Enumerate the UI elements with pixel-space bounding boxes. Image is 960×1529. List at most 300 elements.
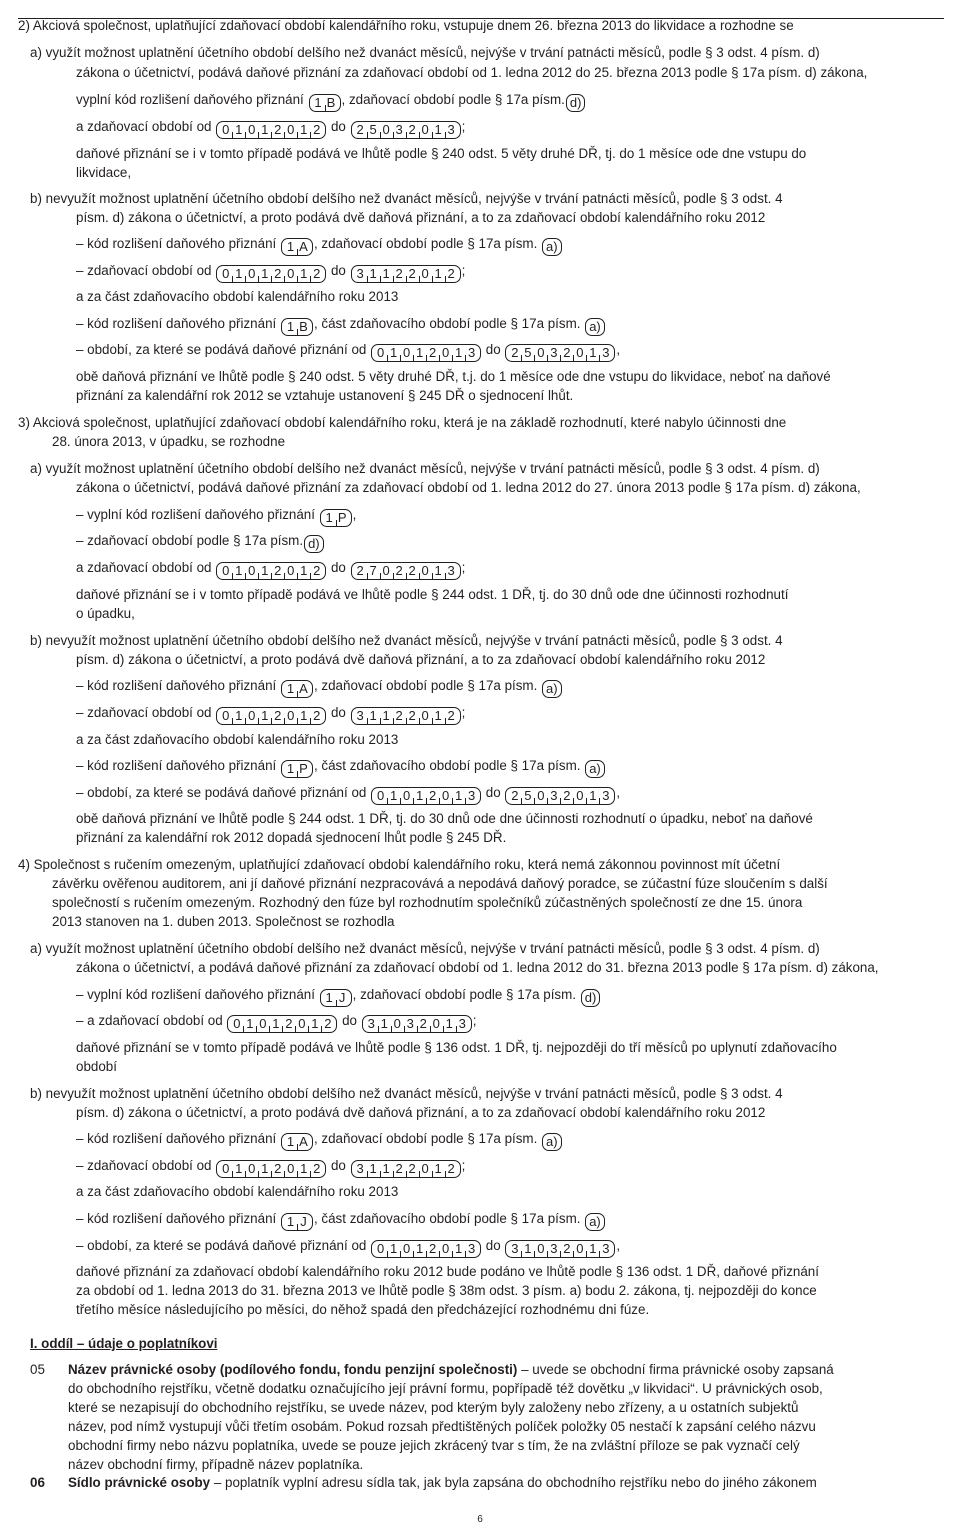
text-segment: zákona o účetnictví, a podává daňové přiznání za zdaňovací období od 1. ledna 2012 do 31. března 2013 podle § 17a písm. d) zákona, xyxy=(76,960,879,975)
text-segment: písm. d) zákona o účetnictví, a proto podává dvě daňová přiznání, a to za zdaňovací období kalendářního roku 2012 xyxy=(76,1105,766,1120)
text-line xyxy=(18,414,786,431)
code-cell: 2 xyxy=(560,345,573,361)
code-field xyxy=(371,1240,481,1258)
text-line xyxy=(68,1418,816,1435)
code-field xyxy=(281,238,313,256)
code-cell: 1 xyxy=(432,266,445,282)
text-segment: 2013 stanoven na 1. duben 2013. Společnost se rozhodla xyxy=(52,914,395,929)
code-field xyxy=(585,760,605,778)
code-field xyxy=(304,535,324,553)
code-cell: 0 xyxy=(419,266,432,282)
code-field xyxy=(351,121,461,139)
text-line xyxy=(76,387,573,404)
code-cell: 2 xyxy=(560,788,573,804)
text-segment: a zdaňovací období od xyxy=(76,119,216,134)
code-cell: 3 xyxy=(356,1161,364,1176)
text-line xyxy=(76,1104,765,1121)
code-cell: 2 xyxy=(406,122,419,138)
text-line xyxy=(76,1130,563,1151)
text-segment: a za část zdaňovacího období kalendářního roku 2013 xyxy=(76,1184,399,1199)
code-field xyxy=(281,318,313,336)
code-cell: 1 xyxy=(586,345,599,361)
code-field xyxy=(281,1133,313,1151)
code-cell: 0 xyxy=(284,122,297,138)
text-segment: obě daňová přiznání ve lhůtě podle § 240 odst. 5 věty druhé DŘ, t.j. do 1 měsíce ode dne vstupu do likvidace, neboť na daňové xyxy=(76,369,831,384)
text-segment: , zdaňovací období podle § 17a písm. xyxy=(352,987,580,1002)
code-cell: 0 xyxy=(284,563,297,579)
code-field xyxy=(281,760,313,778)
text-segment: , část zdaňovacího období podle § 17a písm. xyxy=(313,316,585,331)
text-segment: vyplní kód rozlišení daňového přiznání xyxy=(76,92,308,107)
code-field xyxy=(542,1133,562,1151)
text-segment: do xyxy=(327,1158,350,1173)
text-segment: ; xyxy=(461,1158,466,1173)
text-segment: a za část zdaňovacího období kalendářního roku 2013 xyxy=(76,732,399,747)
text-segment: b) nevyužít možnost uplatnění účetního období delšího než dvanáct měsíců, nejvýše v trvání patnácti měsíců, podle § 3 odst. 4 xyxy=(30,191,783,206)
text-line xyxy=(76,1282,817,1299)
text-line xyxy=(76,605,135,622)
code-cell: 0 xyxy=(439,345,452,361)
code-cell: 2 xyxy=(310,122,323,138)
code-cell: 1 xyxy=(413,788,426,804)
code-cell: 5 xyxy=(521,345,534,361)
text-line xyxy=(76,1012,476,1033)
code-cell: 1 xyxy=(432,708,445,724)
code-cell: A xyxy=(297,1134,310,1150)
code-field xyxy=(566,94,586,112)
code-cell: J xyxy=(297,1214,310,1230)
text-segment: za období od 1. ledna 2013 do 31. března 2013 ve lhůtě podle § 38m odst. 3 písm. a) bodu 2. zákona, tj. nejpozději do konce xyxy=(76,1283,817,1298)
code-cell: 1 xyxy=(586,1241,599,1257)
code-cell: 0 xyxy=(376,1241,385,1256)
code-field xyxy=(351,562,461,580)
code-cell: 1 xyxy=(432,122,445,138)
code-cell: 1 xyxy=(367,266,380,282)
code-cell: 0 xyxy=(295,1016,308,1032)
text-segment: , zdaňovací období podle § 17a písm. xyxy=(341,92,565,107)
code-cell: 0 xyxy=(400,1241,413,1257)
text-line xyxy=(76,704,465,725)
text-line xyxy=(30,460,820,477)
text-segment: třetího měsíce následujícího po měsíci, do něhož spadá den předcházející rozhodnému dni fúze. xyxy=(76,1302,650,1317)
code-cell: 2 xyxy=(417,1016,430,1032)
code-cell: P xyxy=(297,761,310,777)
text-segment: do xyxy=(327,119,350,134)
text-segment: do obchodního rejstříku, včetně dodatku označujícího její právní formu, popřípadě též dovětku „v likvidaci“. U právnických osob, xyxy=(68,1381,823,1396)
text-line xyxy=(76,506,356,527)
text-line xyxy=(76,341,620,362)
code-cell: 3 xyxy=(511,1241,519,1256)
code-cell: 1 xyxy=(232,708,245,724)
code-cell: 1 xyxy=(232,563,245,579)
code-cell: 0 xyxy=(245,708,258,724)
code-cell: 3 xyxy=(445,122,458,138)
code-cell: 1 xyxy=(308,1016,321,1032)
text-line xyxy=(76,784,620,805)
code-cell: A xyxy=(297,681,310,697)
text-segment: , zdaňovací období podle § 17a písm. xyxy=(313,1131,542,1146)
text-segment: – kód rozlišení daňového přiznání xyxy=(76,758,280,773)
text-segment: b) nevyužít možnost uplatnění účetního období delšího než dvanáct měsíců, nejvýše v trvání patnácti měsíců, podle § 3 odst. 4 xyxy=(30,1086,783,1101)
text-segment: 2) Akciová společnost, uplatňující zdaňovací období kalendářního roku, vstupuje dnem 26. března 2013 do likvidace a rozhodne se xyxy=(18,18,794,33)
text-line xyxy=(76,532,325,553)
code-cell: 3 xyxy=(445,563,458,579)
code-cell: 3 xyxy=(356,708,364,723)
text-segment: přiznání za kalendářní rok 2012 dopadá sjednocení lhůt podle § 245 DŘ. xyxy=(76,830,507,845)
code-cell: 2 xyxy=(321,1016,334,1032)
code-cell: 2 xyxy=(356,122,364,137)
text-line xyxy=(76,368,831,385)
code-field xyxy=(281,680,313,698)
code-cell: 1 xyxy=(232,122,245,138)
code-cell: 1 xyxy=(387,788,400,804)
text-segment: do xyxy=(327,263,350,278)
code-field xyxy=(351,707,461,725)
code-field xyxy=(320,989,352,1007)
code-field xyxy=(351,265,461,283)
text-segment: – kód rozlišení daňového přiznání xyxy=(76,678,280,693)
text-segment: daňové přiznání se i v tomto případě podává ve lhůtě podle § 244 odst. 1 DŘ, tj. do 30 dnů ode dne účinnosti rozhodnutí xyxy=(76,587,789,602)
text-line xyxy=(76,959,879,976)
code-field xyxy=(227,1015,337,1033)
text-segment: , část zdaňovacího období podle § 17a písm. xyxy=(313,1211,585,1226)
code-cell: 3 xyxy=(404,1016,417,1032)
text-segment: – zdaňovací období podle § 17a písm. xyxy=(76,533,304,548)
code-cell: 0 xyxy=(400,788,413,804)
text-line xyxy=(76,479,861,496)
text-segment: , část zdaňovacího období podle § 17a písm. xyxy=(313,758,585,773)
code-cell: 2 xyxy=(282,1016,295,1032)
text-segment: do xyxy=(327,705,350,720)
code-field xyxy=(505,787,615,805)
code-field xyxy=(505,344,615,362)
code-cell: 1 xyxy=(258,266,271,282)
code-cell: 0 xyxy=(419,563,432,579)
code-cell: 0 xyxy=(400,345,413,361)
code-cell: 3 xyxy=(599,345,612,361)
text-segment: ; xyxy=(461,705,466,720)
code-cell: 2 xyxy=(310,563,323,579)
code-cell: 0 xyxy=(439,1241,452,1257)
code-cell: 0 xyxy=(245,1161,258,1177)
code-cell: 0 xyxy=(534,788,547,804)
code-cell: 2 xyxy=(356,563,364,578)
code-cell: 0 xyxy=(534,1241,547,1257)
code-field xyxy=(505,1240,615,1258)
code-cell: 2 xyxy=(511,788,519,803)
code-cell: 0 xyxy=(419,122,432,138)
code-cell: 0 xyxy=(573,788,586,804)
code-cell: 2 xyxy=(393,708,406,724)
text-line xyxy=(52,875,828,892)
code-cell: 2 xyxy=(271,266,284,282)
page-number: 6 xyxy=(477,1514,483,1525)
text-segment: , zdaňovací období podle § 17a písm. xyxy=(313,678,542,693)
text-line xyxy=(76,651,765,668)
text-line xyxy=(68,1399,798,1416)
code-cell: 1 xyxy=(297,563,310,579)
code-cell: 1 xyxy=(380,1161,393,1177)
code-cell: 1 xyxy=(413,1241,426,1257)
code-cell: 2 xyxy=(271,708,284,724)
code-field xyxy=(585,1213,605,1231)
text-line xyxy=(76,829,506,846)
code-cell: 2 xyxy=(445,708,458,724)
code-cell: 1 xyxy=(286,1134,295,1149)
code-cell: 3 xyxy=(465,345,478,361)
code-field xyxy=(216,562,326,580)
code-cell: 0 xyxy=(284,266,297,282)
code-cell: 1 xyxy=(443,1016,456,1032)
code-cell: 2 xyxy=(271,122,284,138)
code-cell: 2 xyxy=(393,266,406,282)
code-cell: 1 xyxy=(258,563,271,579)
code-cell: 1 xyxy=(258,1161,271,1177)
code-cell: 3 xyxy=(599,1241,612,1257)
code-cell: 3 xyxy=(465,1241,478,1257)
text-line xyxy=(30,1361,45,1378)
text-segment: – zdaňovací období od xyxy=(76,705,216,720)
code-cell: 0 xyxy=(439,788,452,804)
code-cell: 2 xyxy=(393,1161,406,1177)
text-segment: do xyxy=(482,1238,505,1253)
code-field xyxy=(216,121,326,139)
text-line xyxy=(76,91,586,112)
code-cell: 7 xyxy=(367,563,380,579)
code-cell: 3 xyxy=(356,266,364,281)
code-cell: 0 xyxy=(284,708,297,724)
code-cell: 1 xyxy=(297,122,310,138)
text-line xyxy=(76,1058,117,1075)
text-segment: období xyxy=(76,1059,117,1074)
text-line xyxy=(76,810,813,827)
code-cell: 3 xyxy=(547,1241,560,1257)
text-segment: ; xyxy=(472,1013,477,1028)
code-cell: 1 xyxy=(314,95,322,110)
text-segment: , xyxy=(616,1238,621,1253)
code-cell: 0 xyxy=(573,345,586,361)
text-segment: a) využít možnost uplatnění účetního období delšího než dvanáct měsíců, nejvýše v trvání patnácti měsíců, podle § 3 odst. 4 písm. d) xyxy=(30,45,820,60)
text-line xyxy=(76,1039,837,1056)
code-cell: 2 xyxy=(271,563,284,579)
code-field xyxy=(581,989,601,1007)
code-cell: 1 xyxy=(286,681,295,696)
text-line xyxy=(76,757,606,778)
text-segment: ; xyxy=(461,560,466,575)
text-line xyxy=(68,1474,817,1491)
text-segment: – období, za které se podává daňové přiznání od xyxy=(76,1238,371,1253)
text-segment: – kód rozlišení daňového přiznání xyxy=(76,316,280,331)
code-cell: 0 xyxy=(222,266,230,281)
text-segment: 05 xyxy=(30,1362,45,1377)
code-cell: B xyxy=(297,319,310,335)
code-cell: 0 xyxy=(380,122,393,138)
code-cell: 3 xyxy=(456,1016,469,1032)
code-cell: a) xyxy=(546,1134,558,1149)
text-segment: do xyxy=(482,342,505,357)
code-cell: 1 xyxy=(243,1016,256,1032)
code-cell: 0 xyxy=(376,345,385,360)
text-segment: písm. d) zákona o účetnictví, a proto podává dvě daňová přiznání, a to za zdaňovací období kalendářního roku 2012 xyxy=(76,210,766,225)
code-cell: 2 xyxy=(560,1241,573,1257)
text-line xyxy=(76,1157,465,1178)
code-cell: 0 xyxy=(380,563,393,579)
code-cell: a) xyxy=(546,681,558,696)
code-cell: 0 xyxy=(284,1161,297,1177)
code-cell: 1 xyxy=(232,1161,245,1177)
code-field xyxy=(320,509,352,527)
code-cell: 3 xyxy=(547,345,560,361)
code-cell: 2 xyxy=(445,266,458,282)
code-field xyxy=(371,344,481,362)
code-cell: 2 xyxy=(426,345,439,361)
text-segment: a zdaňovací období od xyxy=(76,560,216,575)
text-segment: do xyxy=(327,560,350,575)
text-segment: společností s ručením omezeným. Rozhodný den fúze byl rozhodnutím společníků zúčastněných společností ze dne 15. února xyxy=(52,895,803,910)
text-segment: zákona o účetnictví, podává daňové přiznání za zdaňovací období od 1. ledna 2012 do 25. března 2013 podle § 17a písm. d) zákona, xyxy=(76,65,868,80)
code-field xyxy=(351,1160,461,1178)
text-segment: – vyplní kód rozlišení daňového přiznání xyxy=(76,507,319,522)
text-line xyxy=(76,1183,398,1200)
code-cell: d) xyxy=(584,990,597,1005)
code-cell: 1 xyxy=(269,1016,282,1032)
text-line xyxy=(76,64,867,81)
code-cell: 1 xyxy=(432,563,445,579)
code-cell: 1 xyxy=(586,788,599,804)
text-segment: – a zdaňovací období od xyxy=(76,1013,227,1028)
code-cell: 2 xyxy=(511,345,519,360)
code-cell: 1 xyxy=(297,266,310,282)
code-field xyxy=(216,707,326,725)
code-field xyxy=(281,1213,313,1231)
code-cell: 3 xyxy=(367,1016,375,1031)
code-cell: 0 xyxy=(222,563,230,578)
code-cell: 1 xyxy=(325,990,333,1005)
text-line xyxy=(76,315,606,336)
text-line xyxy=(76,145,806,162)
code-cell: 3 xyxy=(547,788,560,804)
text-line xyxy=(68,1456,363,1473)
text-segment: ; xyxy=(461,119,466,134)
code-cell: 1 xyxy=(297,708,310,724)
code-cell: 0 xyxy=(222,1161,230,1176)
code-cell: P xyxy=(336,510,349,526)
text-line xyxy=(76,1263,819,1280)
code-cell: 1 xyxy=(380,708,393,724)
text-line xyxy=(52,913,394,930)
code-cell: 1 xyxy=(452,345,465,361)
code-cell: 2 xyxy=(406,1161,419,1177)
code-field xyxy=(542,238,562,256)
text-segment: 4) Společnost s ručením omezeným, uplatňující zdaňovací období kalendářního roku, která nemá zákonnou povinnost mít účetní xyxy=(18,857,781,872)
code-cell: 2 xyxy=(393,563,406,579)
text-segment: – období, za které se podává daňové přiznání od xyxy=(76,785,371,800)
text-line xyxy=(52,433,285,450)
text-line xyxy=(68,1361,834,1378)
code-cell: 1 xyxy=(297,1161,310,1177)
code-cell: a) xyxy=(589,761,601,776)
code-cell: 0 xyxy=(573,1241,586,1257)
code-cell: 5 xyxy=(521,788,534,804)
text-line xyxy=(76,677,563,698)
text-segment: b) nevyužít možnost uplatnění účetního období delšího než dvanáct měsíců, nejvýše v trvání patnácti měsíců, podle § 3 odst. 4 xyxy=(30,633,783,648)
code-cell: 3 xyxy=(393,122,406,138)
text-segment: písm. d) zákona o účetnictví, a proto podává dvě daňová přiznání, a to za zdaňovací období kalendářního roku 2012 xyxy=(76,652,766,667)
code-cell: 1 xyxy=(286,319,295,334)
code-cell: 0 xyxy=(430,1016,443,1032)
text-line xyxy=(68,1437,800,1454)
code-cell: 1 xyxy=(286,761,295,776)
code-cell: J xyxy=(336,990,349,1006)
code-cell: a) xyxy=(589,319,601,334)
text-segment: , zdaňovací období podle § 17a písm. xyxy=(313,236,542,251)
code-cell: 2 xyxy=(310,1161,323,1177)
text-segment: o úpadku, xyxy=(76,606,135,621)
code-cell: 2 xyxy=(310,266,323,282)
code-cell: 1 xyxy=(232,266,245,282)
code-cell: 0 xyxy=(419,708,432,724)
text-line xyxy=(76,164,131,181)
text-segment: daňové přiznání se i v tomto případě podává ve lhůtě podle § 240 odst. 5 věty druhé DŘ, tj. do 1 měsíce ode dne vstupu do xyxy=(76,146,807,161)
code-cell: 0 xyxy=(233,1016,241,1031)
text-line xyxy=(52,894,802,911)
code-cell: 0 xyxy=(222,122,230,137)
code-field xyxy=(585,318,605,336)
code-cell: 0 xyxy=(245,266,258,282)
code-cell: 0 xyxy=(245,122,258,138)
text-line xyxy=(76,731,398,748)
text-line xyxy=(76,288,398,305)
text-line xyxy=(76,586,788,603)
text-segment: které se nezapisují do obchodního rejstříku, se uvede název, pod kterým byly založeny nebo zřízeny, a u ostatních subjektů xyxy=(68,1400,799,1415)
text-segment: Sídlo právnické osoby xyxy=(68,1475,211,1490)
code-cell: 3 xyxy=(599,788,612,804)
text-line xyxy=(76,1210,606,1231)
code-cell: 3 xyxy=(465,788,478,804)
code-cell: 2 xyxy=(310,708,323,724)
text-line xyxy=(30,44,820,61)
text-segment: název obchodní firmy, případně název poplatníka. xyxy=(68,1457,364,1472)
text-segment: I. oddíl – údaje o poplatníkovi xyxy=(30,1336,218,1351)
code-cell: 2 xyxy=(406,708,419,724)
code-cell: 1 xyxy=(286,239,295,254)
text-segment: Název právnické osoby (podílového fondu, fondu penzijní společnosti) xyxy=(68,1362,518,1377)
text-segment: – uvede se obchodní firma právnické osoby zapsaná xyxy=(517,1362,834,1377)
code-cell: A xyxy=(297,239,310,255)
text-segment: zákona o účetnictví, podává daňové přiznání za zdaňovací období od 1. ledna 2012 do 27. února 2013 podle § 17a písm. d) zákona, xyxy=(76,480,861,495)
code-cell: 1 xyxy=(325,510,333,525)
text-line xyxy=(76,986,601,1007)
text-segment: – zdaňovací období od xyxy=(76,1158,216,1173)
text-segment: – poplatník vyplní adresu sídla tak, jak byla zapsána do obchodního rejstříku nebo do jiného zákonem xyxy=(210,1475,817,1490)
code-cell: 0 xyxy=(256,1016,269,1032)
code-cell: 1 xyxy=(521,1241,534,1257)
text-segment: daňové přiznání se v tomto případě podává ve lhůtě podle § 136 odst. 1 DŘ, tj. nejpozději do tří měsíců po uplynutí zdaňovacího xyxy=(76,1040,837,1055)
text-segment: přiznání za kalendářní rok 2012 se vztahuje ustanovení § 245 DŘ o sjednocení lhůt. xyxy=(76,388,574,403)
code-cell: 2 xyxy=(426,788,439,804)
code-cell: 1 xyxy=(367,1161,380,1177)
text-line xyxy=(30,940,820,957)
text-segment: 28. února 2013, v úpadku, se rozhodne xyxy=(52,434,286,449)
text-line xyxy=(76,1237,620,1258)
text-segment: , xyxy=(616,342,621,357)
code-cell: 2 xyxy=(406,266,419,282)
code-cell: 0 xyxy=(376,788,385,803)
text-segment: obchodní firmy nebo názvu poplatníka, uvede se pouze jejich zkrácený tvar s tím, že na zvláštní příloze se pak vyznačí celý xyxy=(68,1438,800,1453)
text-segment: do xyxy=(338,1013,361,1028)
text-segment: a) využít možnost uplatnění účetního období delšího než dvanáct měsíců, nejvýše v trvání patnácti měsíců, podle § 3 odst. 4 písm. d) xyxy=(30,461,820,476)
text-segment: likvidace, xyxy=(76,165,132,180)
